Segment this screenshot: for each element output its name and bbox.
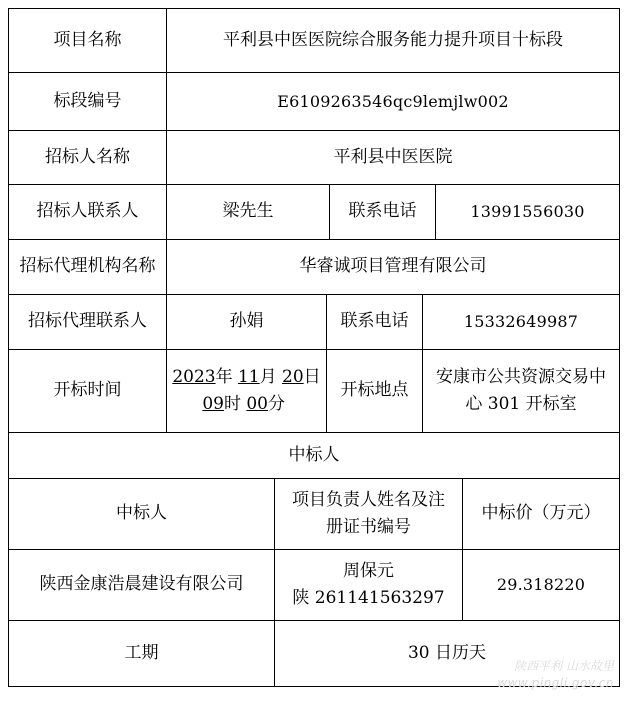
opening-time-value [166, 349, 327, 433]
opening-day-unit: 日 [303, 366, 321, 387]
price-column-header: 中标价（万元） [462, 478, 620, 550]
agency-phone-label: 联系电话 [326, 294, 423, 350]
manager-cert: 陕 261141563297 [292, 588, 445, 608]
tenderer-name-label: 招标人名称 [8, 130, 167, 185]
section-code-value: E6109263546qc9lemjlw002 [166, 72, 620, 131]
duration-value: 30 日历天 [274, 620, 620, 687]
manager-name: 周保元 [342, 560, 394, 581]
tenderer-contact-value: 梁先生 [166, 184, 330, 240]
opening-year-unit: 年 [215, 366, 233, 387]
watermark-line1: 陕西平利 山水故里 [514, 659, 614, 674]
tenderer-phone-value: 13991556030 [435, 184, 620, 240]
agency-contact-label: 招标代理联系人 [8, 294, 167, 350]
tenderer-phone-label: 联系电话 [329, 184, 436, 240]
winner-price: 29.318220 [462, 549, 620, 621]
opening-minute: 00 [246, 394, 268, 414]
opening-hour-unit: 时 [223, 394, 241, 414]
winner-company: 陕西金康浩晨建设有限公司 [8, 549, 275, 621]
tenderer-name-value: 平利县中医医院 [166, 130, 620, 185]
opening-hour: 09 [202, 394, 224, 414]
tenderer-contact-label: 招标人联系人 [8, 184, 167, 240]
opening-place-label: 开标地点 [326, 349, 423, 433]
agency-phone-value: 15332649987 [422, 294, 620, 350]
duration-label: 工期 [8, 620, 275, 687]
watermark-line2: www.pingli.gov.cn [497, 676, 614, 691]
opening-month-unit: 月 [259, 366, 277, 387]
project-name-label: 项目名称 [8, 8, 167, 73]
project-name-value: 平利县中医医院综合服务能力提升项目十标段 [166, 8, 620, 73]
manager-column-header: 项目负责人姓名及注册证书编号 [274, 478, 463, 550]
winner-column-header: 中标人 [8, 478, 275, 550]
winner-manager [274, 549, 463, 621]
agency-contact-value: 孙娟 [166, 294, 327, 350]
opening-place-value: 安康市公共资源交易中心 301 开标室 [422, 349, 620, 433]
winner-section-title: 中标人 [8, 432, 620, 479]
section-code-label: 标段编号 [8, 72, 167, 131]
opening-time-label: 开标时间 [8, 349, 167, 433]
opening-month: 11 [237, 366, 260, 387]
opening-day: 20 [282, 366, 304, 387]
opening-minute-unit: 分 [268, 394, 285, 414]
agency-name-label: 招标代理机构名称 [8, 239, 167, 295]
opening-year: 2023 [172, 366, 216, 387]
agency-name-value: 华睿诚项目管理有限公司 [166, 239, 620, 295]
